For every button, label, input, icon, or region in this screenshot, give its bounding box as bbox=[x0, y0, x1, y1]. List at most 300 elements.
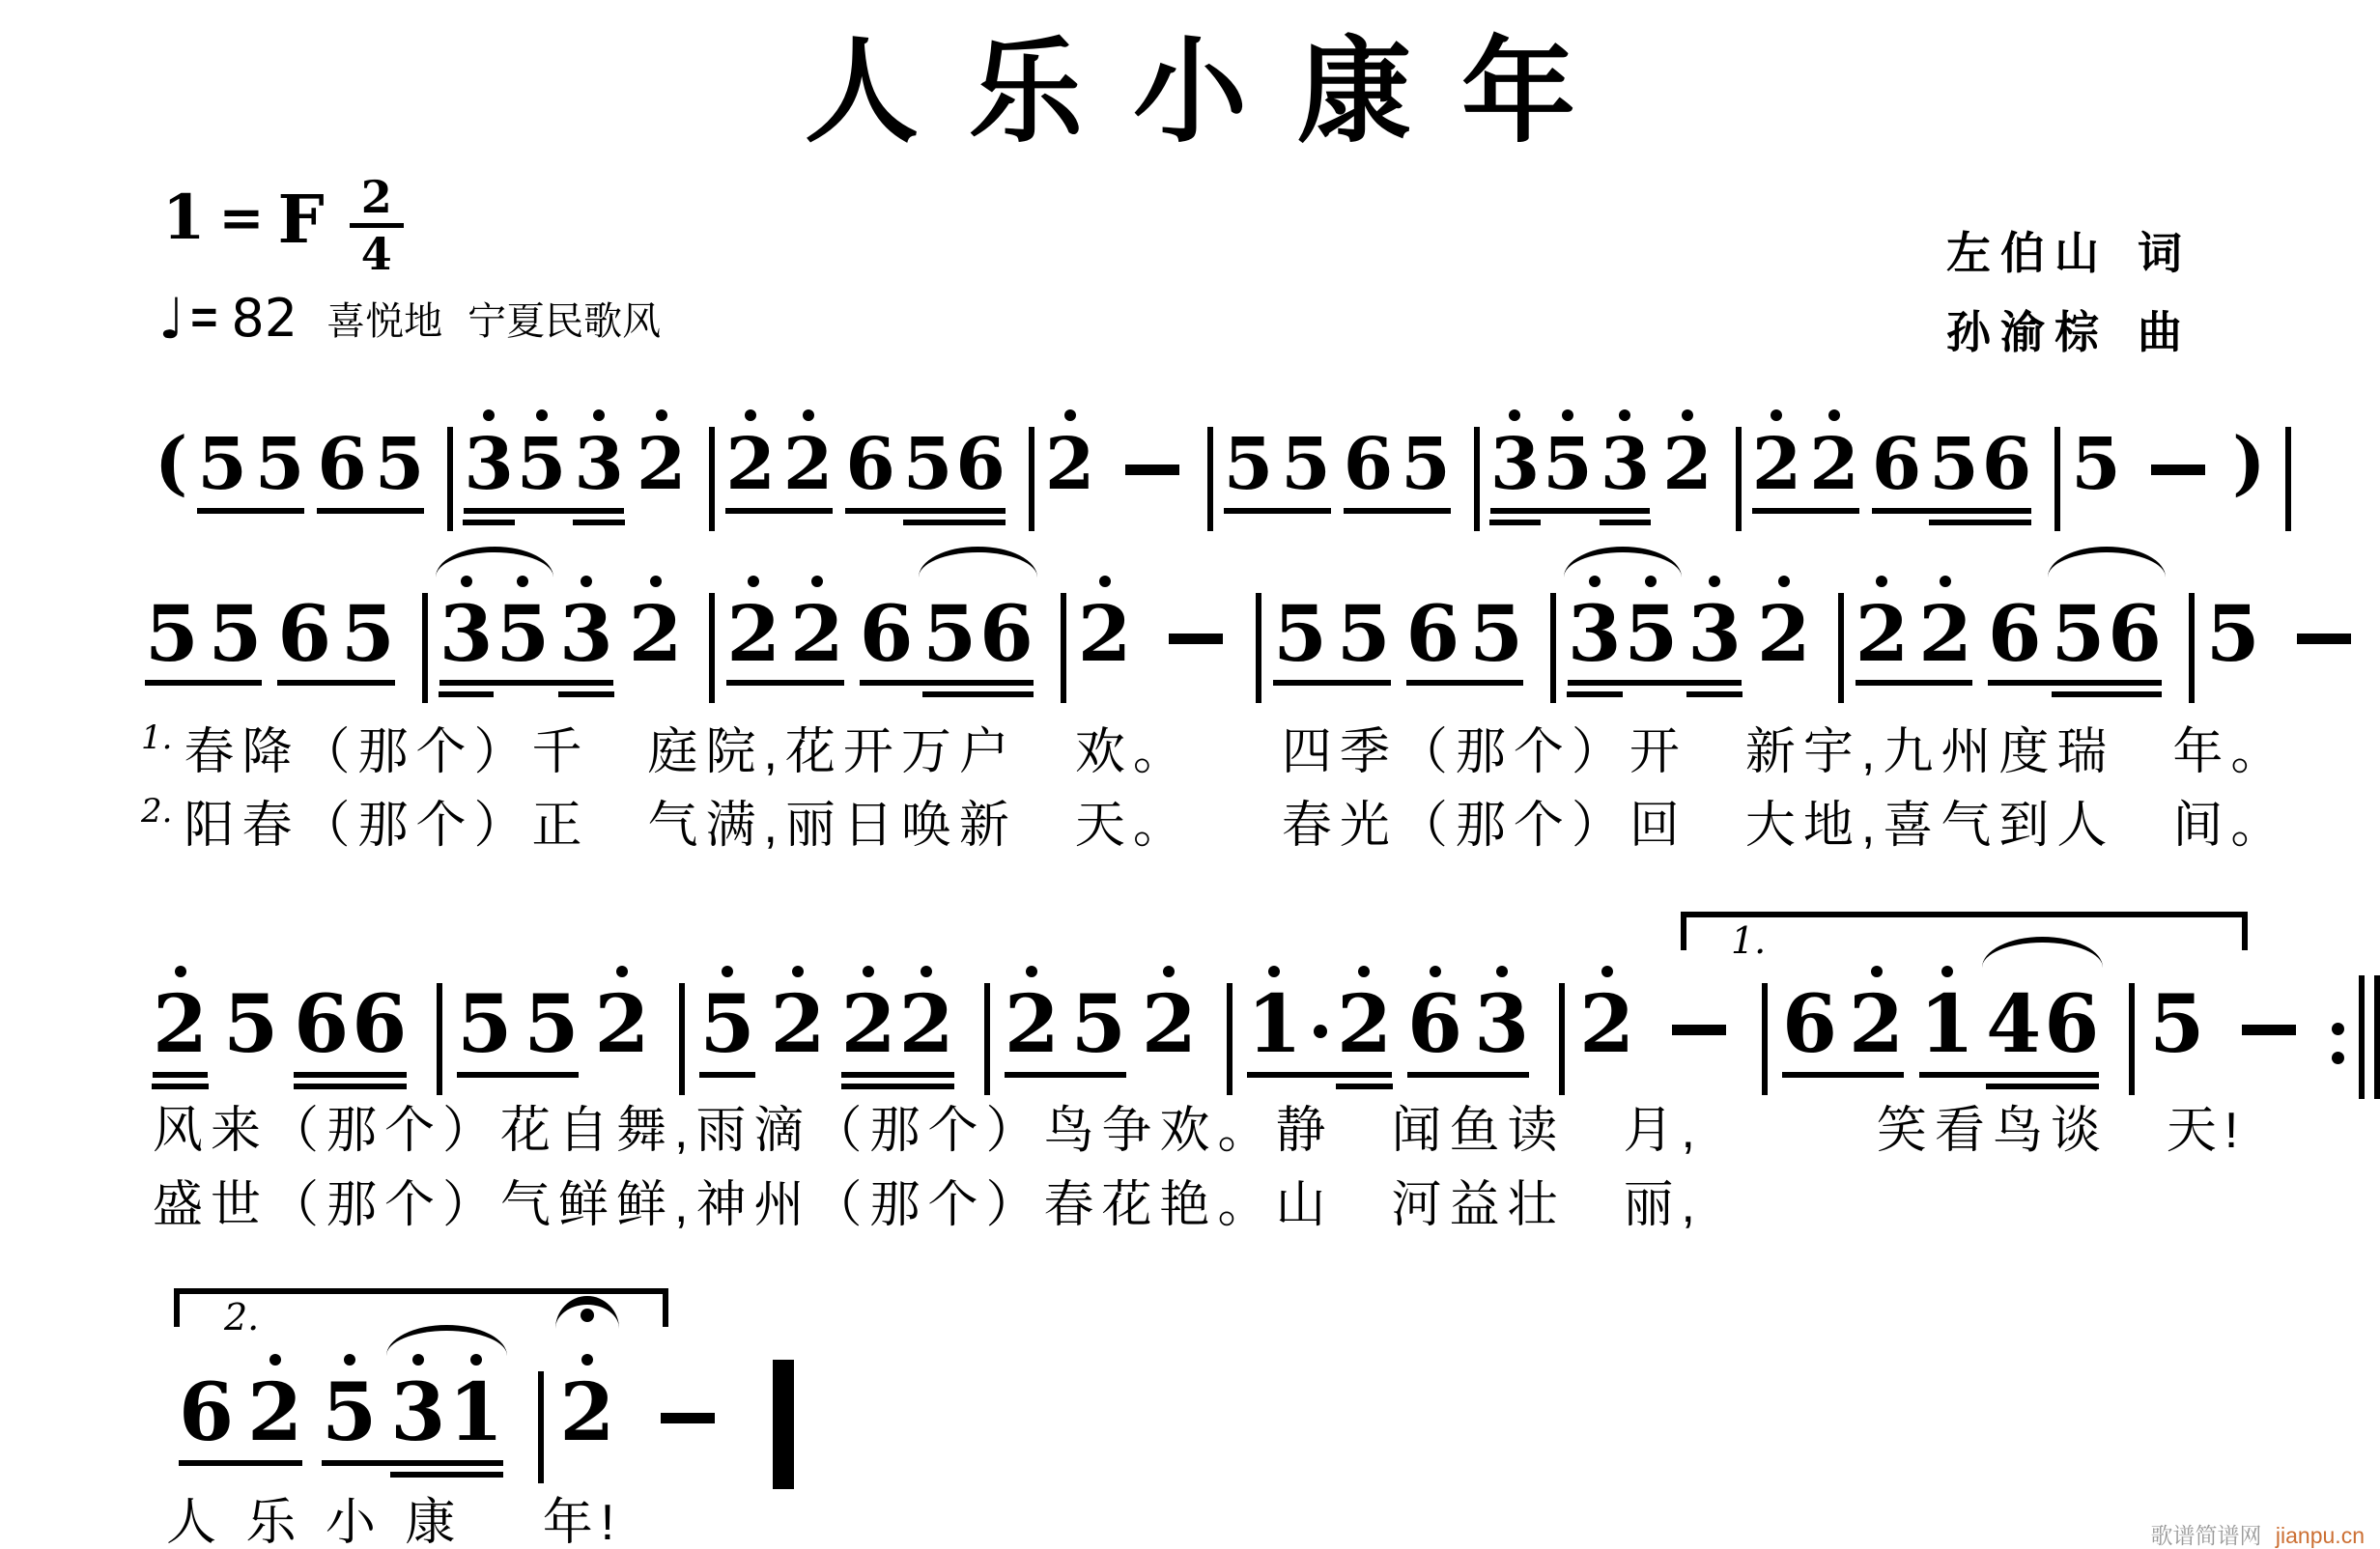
repeat-dot bbox=[2332, 1023, 2344, 1035]
note-digit: 6 bbox=[1987, 588, 2042, 679]
octave-dot bbox=[1876, 576, 1887, 587]
note-digit: 3 bbox=[1474, 985, 1529, 1064]
note-group bbox=[1567, 588, 1742, 679]
note-cluster bbox=[1986, 978, 2100, 1071]
barline bbox=[1207, 427, 1213, 531]
note-cluster bbox=[390, 1366, 504, 1459]
octave-dot bbox=[1358, 966, 1370, 977]
note-digit: 2 bbox=[594, 985, 649, 1064]
note-digit: 2 bbox=[1752, 429, 1802, 500]
note-digit: 4 bbox=[1986, 978, 2042, 1071]
eighth-underline bbox=[317, 508, 424, 514]
note-group bbox=[699, 978, 755, 1071]
note-digit: 5 bbox=[524, 978, 580, 1071]
eighth-underline bbox=[726, 680, 843, 686]
note-digit: 6 bbox=[179, 1366, 235, 1459]
note-group bbox=[2071, 423, 2121, 507]
eighth-underline bbox=[179, 1460, 302, 1466]
barline bbox=[1061, 593, 1066, 703]
eighth-underline bbox=[439, 680, 613, 686]
lyrics-chorus-1-text: 风来（那个）花自舞,雨滴（那个）鸟争欢。静 闻鱼读 月, 笑看鸟谈 天! bbox=[153, 1103, 2247, 1159]
note-digit: 5 bbox=[145, 588, 199, 679]
note-digit: 6 bbox=[2108, 588, 2162, 679]
dash-note bbox=[1672, 1025, 1726, 1035]
composer-role: 曲 bbox=[2138, 307, 2182, 357]
octave-dot bbox=[1099, 576, 1111, 587]
slur-arc bbox=[436, 547, 553, 577]
sixteenth-underline bbox=[903, 520, 1006, 525]
note-digit: 6 bbox=[1871, 423, 1922, 507]
octave-dot bbox=[581, 576, 592, 587]
lyrics-verse-2-text: 阳春（那个）正 气满,丽日唤新 天。 春光（那个）回 大地,喜气到人 间。 bbox=[184, 798, 2289, 854]
lyrics-chorus-1 bbox=[153, 1089, 2246, 1162]
note-group bbox=[1246, 978, 1392, 1071]
note-digit: 3 bbox=[559, 595, 613, 672]
note-digit: 2 bbox=[153, 985, 208, 1064]
dash-note bbox=[1169, 634, 1223, 644]
note-digit: 2 bbox=[1078, 595, 1132, 672]
note-digit: 5 bbox=[1543, 429, 1593, 500]
octave-dot bbox=[1430, 966, 1441, 977]
barline bbox=[709, 427, 715, 531]
lyrics-verse-2 bbox=[141, 784, 2288, 857]
note-digit: 2 bbox=[1045, 429, 1095, 500]
dash-note bbox=[2242, 1025, 2296, 1035]
note-group bbox=[1004, 978, 1126, 1071]
thick-barline bbox=[2374, 975, 2380, 1099]
note-cluster bbox=[1567, 588, 1679, 679]
note-group bbox=[1405, 588, 1523, 679]
octave-dot bbox=[1871, 966, 1883, 977]
note-cluster bbox=[922, 588, 1034, 679]
eighth-underline bbox=[1247, 1072, 1392, 1078]
octave-dot bbox=[581, 1354, 593, 1366]
octave-dot bbox=[921, 966, 932, 977]
octave-dot bbox=[650, 576, 662, 587]
note-digit: 6 bbox=[955, 423, 1006, 507]
note-digit: 5 bbox=[1469, 588, 1523, 679]
note-digit: 5 bbox=[197, 423, 247, 507]
note-digit: 3 bbox=[1601, 429, 1651, 500]
note-digit: 5 bbox=[517, 429, 567, 500]
song-title: 人乐小康年 bbox=[804, 24, 1626, 158]
note-digit: 2 bbox=[1809, 429, 1859, 500]
parenthesis: ) bbox=[2232, 422, 2266, 504]
note-group bbox=[1343, 423, 1451, 507]
tempo-value: 82 bbox=[231, 288, 298, 349]
note-group bbox=[1579, 978, 1635, 1071]
note-group bbox=[1756, 588, 1811, 679]
sixteenth-underline bbox=[1489, 520, 1542, 525]
barline bbox=[2054, 427, 2060, 531]
note-digit: 6 bbox=[979, 588, 1034, 679]
octave-dot bbox=[1601, 966, 1613, 977]
eighth-underline bbox=[1490, 508, 1651, 514]
note-digit: 6 bbox=[2044, 978, 2100, 1071]
note-group bbox=[840, 978, 954, 1071]
note-digit: 5 bbox=[902, 423, 953, 507]
eighth-underline bbox=[322, 1460, 503, 1466]
note-digit: 5 bbox=[374, 423, 425, 507]
sixteenth-underline bbox=[573, 520, 625, 525]
note-digit: 6 bbox=[1781, 978, 1838, 1071]
eighth-underline bbox=[1872, 508, 2032, 514]
quarter-note-icon: ♩ bbox=[158, 285, 185, 352]
octave-dot bbox=[745, 409, 756, 421]
octave-dot bbox=[1619, 409, 1630, 421]
eighth-underline bbox=[1273, 680, 1390, 686]
note-digit: 1 bbox=[1919, 985, 1974, 1064]
octave-dot bbox=[1064, 409, 1076, 421]
note-cluster bbox=[464, 423, 567, 507]
note-digit: 2 bbox=[790, 595, 844, 672]
dash-note bbox=[1125, 465, 1179, 475]
final-barline bbox=[773, 1360, 794, 1489]
note-group bbox=[594, 978, 650, 1071]
watermark-site-name: 歌谱简谱网 bbox=[2150, 1523, 2262, 1548]
octave-dot bbox=[1778, 576, 1790, 587]
note-digit: 5 bbox=[1336, 588, 1391, 679]
note-group bbox=[1489, 423, 1651, 507]
note-group bbox=[1044, 423, 1095, 507]
lyricist-name: 左伯山 bbox=[1946, 228, 2109, 278]
octave-dot bbox=[1771, 409, 1782, 421]
note-digit: 2 bbox=[841, 985, 896, 1064]
volta-bracket-1 bbox=[1681, 912, 2248, 962]
sixteenth-underline bbox=[1929, 520, 2031, 525]
barline bbox=[1762, 983, 1768, 1095]
eighth-underline bbox=[1988, 680, 2162, 686]
note-digit: 3 bbox=[1568, 595, 1622, 672]
barline bbox=[1550, 593, 1556, 703]
note-digit: 2 bbox=[1579, 985, 1634, 1064]
note-digit: 5 bbox=[496, 595, 550, 672]
slur-arc bbox=[1564, 547, 1682, 577]
note-digit: 2 bbox=[1856, 595, 1910, 672]
dash-note bbox=[2297, 634, 2351, 644]
note-digit: 2 bbox=[783, 429, 834, 500]
dash-note bbox=[661, 1413, 715, 1423]
eighth-underline bbox=[841, 1072, 954, 1078]
note-digit: 6 bbox=[277, 588, 332, 679]
note-group bbox=[464, 423, 624, 507]
note-group bbox=[628, 588, 683, 679]
note-digit: 5 bbox=[254, 423, 305, 507]
octave-dot bbox=[656, 409, 667, 421]
eighth-underline bbox=[1919, 1072, 2099, 1078]
note-digit: 2 bbox=[1142, 985, 1197, 1064]
note-group bbox=[1077, 588, 1132, 679]
barline bbox=[2285, 427, 2291, 531]
barline bbox=[1227, 983, 1232, 1095]
eighth-underline bbox=[1568, 680, 1742, 686]
barline bbox=[984, 983, 990, 1095]
tempo-equals: = bbox=[190, 293, 218, 344]
eighth-underline bbox=[1005, 1072, 1126, 1078]
note-digit: 6 bbox=[317, 423, 367, 507]
parenthesis: ( bbox=[155, 422, 188, 504]
note-group bbox=[2149, 978, 2205, 1071]
note-group bbox=[1781, 978, 1905, 1071]
note-digit: 3 bbox=[390, 1373, 445, 1452]
eighth-underline bbox=[464, 508, 624, 514]
barline bbox=[679, 983, 685, 1095]
octave-dot bbox=[175, 966, 186, 977]
verse-number-2: 2. bbox=[141, 792, 173, 831]
note-group bbox=[197, 423, 305, 507]
note-digit: 5 bbox=[1273, 588, 1327, 679]
sixteenth-underline bbox=[1686, 691, 1742, 697]
octave-dot bbox=[722, 966, 733, 977]
note-digit: 5 bbox=[1401, 423, 1451, 507]
note-digit: 5 bbox=[1070, 978, 1126, 1071]
note-digit: 5 bbox=[1281, 423, 1331, 507]
eighth-underline bbox=[860, 680, 1034, 686]
octave-dot bbox=[1682, 409, 1693, 421]
note-cluster bbox=[902, 423, 1006, 507]
note-group bbox=[725, 423, 834, 507]
note-group bbox=[1855, 588, 1972, 679]
barline bbox=[447, 427, 453, 531]
octave-dot bbox=[1828, 409, 1840, 421]
octave-dot bbox=[344, 1354, 355, 1366]
note-digit: 2 bbox=[899, 985, 954, 1064]
octave-dot bbox=[1941, 966, 1953, 977]
note-group bbox=[145, 588, 263, 679]
note-digit: 2 bbox=[725, 429, 776, 500]
lyrics-chorus-2-text: 盛世（那个）气鲜鲜,神州（那个）春花艳。山 河益壮 丽, bbox=[153, 1177, 1703, 1233]
note-group bbox=[1662, 423, 1713, 507]
eighth-underline bbox=[153, 1072, 208, 1078]
note-digit: 5 bbox=[341, 588, 395, 679]
octave-dot bbox=[792, 966, 804, 977]
note-group bbox=[770, 978, 826, 1071]
note-digit: 3 bbox=[1490, 429, 1541, 500]
note-digit: 6 bbox=[1405, 588, 1460, 679]
lyrics-verse-1-text: 春降（那个）千 庭院,花开万户 欢。 四季（那个）开 新宇,九州度瑞 年。 bbox=[184, 724, 2289, 780]
lyricist-credit bbox=[1946, 218, 2182, 282]
eighth-underline bbox=[197, 508, 304, 514]
note-group bbox=[457, 978, 580, 1071]
barline bbox=[1029, 427, 1034, 531]
note-cluster bbox=[2051, 588, 2162, 679]
octave-dot bbox=[1268, 966, 1280, 977]
sixteenth-underline bbox=[2052, 691, 2162, 697]
note-digit: 6 bbox=[845, 423, 895, 507]
note-group bbox=[2205, 588, 2260, 679]
note-group bbox=[1919, 978, 2100, 1071]
note-digit: 5 bbox=[2071, 423, 2121, 507]
octave-dot bbox=[748, 576, 759, 587]
note-digit: 5 bbox=[208, 588, 263, 679]
note-digit: 5 bbox=[1929, 423, 1979, 507]
note-digit: 3 bbox=[464, 429, 514, 500]
octave-dot bbox=[1026, 966, 1037, 977]
note-digit: 2 bbox=[629, 595, 683, 672]
note-group bbox=[859, 588, 1034, 679]
note-group bbox=[1141, 978, 1197, 1071]
barline bbox=[1838, 593, 1844, 703]
note-digit: 2 bbox=[771, 985, 826, 1064]
expression-text: 喜悦地 bbox=[326, 300, 443, 343]
octave-dot bbox=[593, 409, 605, 421]
note-digit: 6 bbox=[1343, 423, 1394, 507]
barline bbox=[1474, 427, 1480, 531]
note-group bbox=[1407, 978, 1530, 1071]
note-group bbox=[294, 978, 408, 1071]
barline bbox=[709, 593, 715, 703]
thin-barline bbox=[2359, 975, 2365, 1099]
octave-dot bbox=[483, 409, 495, 421]
sixteenth-underline bbox=[1600, 520, 1652, 525]
note-digit: 5 bbox=[322, 1373, 377, 1452]
tempo-marking bbox=[158, 285, 662, 352]
note-digit: 2 bbox=[1337, 985, 1392, 1064]
note-digit: 5 bbox=[922, 588, 978, 679]
note-group bbox=[277, 588, 395, 679]
note-digit: 5 bbox=[2149, 978, 2205, 1071]
sixteenth-underline bbox=[390, 1472, 503, 1478]
sixteenth-underline bbox=[1567, 691, 1623, 697]
note-digit: 2 bbox=[637, 429, 687, 500]
eighth-underline bbox=[1856, 680, 1972, 686]
eighth-underline bbox=[1344, 508, 1451, 514]
augmentation-dot bbox=[1314, 1025, 1327, 1038]
note-group bbox=[1871, 423, 2032, 507]
lyrics-chorus-2 bbox=[153, 1164, 1703, 1236]
eighth-underline bbox=[1407, 1072, 1529, 1078]
note-digit: 3 bbox=[1687, 595, 1742, 672]
key-signature bbox=[162, 171, 404, 281]
note-group bbox=[317, 423, 425, 507]
repeat-dot bbox=[2332, 1052, 2344, 1064]
note-digit: 5 bbox=[457, 978, 513, 1071]
barline bbox=[1256, 593, 1261, 703]
credits bbox=[1946, 218, 2182, 361]
note-digit: 2 bbox=[1005, 985, 1060, 1064]
lyricist-role: 词 bbox=[2138, 228, 2182, 278]
barline bbox=[422, 593, 428, 703]
slur-arc bbox=[2048, 547, 2166, 577]
octave-dot bbox=[536, 409, 548, 421]
eighth-underline bbox=[845, 508, 1006, 514]
barline bbox=[1559, 983, 1565, 1095]
time-numerator: 2 bbox=[360, 171, 392, 223]
time-denominator: 4 bbox=[360, 228, 392, 281]
eighth-underline bbox=[457, 1072, 579, 1078]
note-digit: 2 bbox=[1662, 429, 1713, 500]
note-group bbox=[1987, 588, 2162, 679]
note-digit: 5 bbox=[223, 978, 279, 1071]
note-digit: 6 bbox=[294, 978, 350, 1071]
note-group bbox=[1223, 423, 1331, 507]
sixteenth-underline bbox=[439, 691, 495, 697]
key-tonic: 1 bbox=[162, 182, 206, 254]
note-cluster bbox=[439, 588, 551, 679]
note-digit: 2 bbox=[247, 1373, 302, 1452]
note-digit: 5 bbox=[1223, 423, 1274, 507]
octave-dot bbox=[1509, 409, 1520, 421]
note-digit: 5 bbox=[699, 985, 754, 1064]
octave-dot bbox=[1709, 576, 1720, 587]
octave-dot bbox=[803, 409, 814, 421]
note-digit: 2 bbox=[1918, 595, 1972, 672]
slur-arc bbox=[386, 1325, 507, 1356]
note-group bbox=[153, 978, 209, 1071]
repeat-end-barline bbox=[2332, 975, 2380, 1099]
note-digit: 5 bbox=[1625, 595, 1679, 672]
time-signature bbox=[350, 171, 404, 281]
key-letter: F bbox=[277, 182, 325, 259]
sixteenth-underline bbox=[558, 691, 614, 697]
lyrics-coda bbox=[166, 1481, 622, 1549]
volta-1-label: 1. bbox=[1731, 919, 1767, 962]
dash-note bbox=[2151, 465, 2205, 475]
barline bbox=[437, 983, 442, 1095]
barline bbox=[2189, 593, 2195, 703]
style-text: 宁夏民歌风 bbox=[468, 300, 662, 343]
note-group bbox=[636, 423, 687, 507]
octave-dot bbox=[616, 966, 628, 977]
octave-dot bbox=[1163, 966, 1175, 977]
lyrics-coda-text: 人 乐 小 康 年! bbox=[166, 1495, 623, 1549]
sixteenth-underline bbox=[463, 520, 515, 525]
note-cluster bbox=[294, 978, 408, 1071]
note-digit: 2 bbox=[1849, 985, 1904, 1064]
note-digit: 2 bbox=[1757, 595, 1811, 672]
note-group bbox=[726, 588, 844, 679]
music-line-intro bbox=[145, 422, 2302, 507]
music-line-coda bbox=[179, 1360, 794, 1459]
barline bbox=[538, 1371, 544, 1483]
note-digit: 6 bbox=[859, 588, 914, 679]
note-digit: 1 bbox=[1247, 985, 1302, 1064]
eighth-underline bbox=[725, 508, 833, 514]
note-digit: 5 bbox=[2051, 588, 2106, 679]
music-line-chorus bbox=[153, 975, 2380, 1071]
octave-dot bbox=[1562, 409, 1573, 421]
key-equals: = bbox=[218, 186, 265, 250]
note-digit: 6 bbox=[352, 978, 408, 1071]
lyrics-verse-1 bbox=[141, 711, 2288, 783]
note-digit: 2 bbox=[559, 1373, 614, 1452]
note-group bbox=[179, 1366, 303, 1459]
eighth-underline bbox=[699, 1072, 754, 1078]
octave-dot bbox=[811, 576, 823, 587]
note-digit: 5 bbox=[2205, 588, 2260, 679]
slur-arc bbox=[919, 547, 1036, 577]
music-line-verse bbox=[145, 588, 2380, 679]
eighth-underline bbox=[1224, 508, 1331, 514]
volta-2-label: 2. bbox=[224, 1296, 260, 1338]
note-digit: 3 bbox=[439, 595, 494, 672]
note-cluster bbox=[840, 978, 954, 1071]
note-group bbox=[322, 1366, 504, 1459]
note-group bbox=[845, 423, 1006, 507]
note-digit: 6 bbox=[1407, 985, 1462, 1064]
sixteenth-underline bbox=[922, 691, 1033, 697]
composer-name: 孙渝棕 bbox=[1946, 307, 2109, 357]
octave-dot bbox=[269, 1354, 281, 1366]
note-digit: 1 bbox=[448, 1373, 503, 1452]
note-digit: 3 bbox=[574, 429, 624, 500]
eighth-underline bbox=[145, 680, 262, 686]
barline bbox=[2129, 983, 2135, 1095]
note-digit: 2 bbox=[726, 595, 780, 672]
fermata-icon bbox=[555, 1296, 619, 1329]
note-group bbox=[559, 1366, 615, 1459]
note-group bbox=[1751, 423, 1859, 507]
